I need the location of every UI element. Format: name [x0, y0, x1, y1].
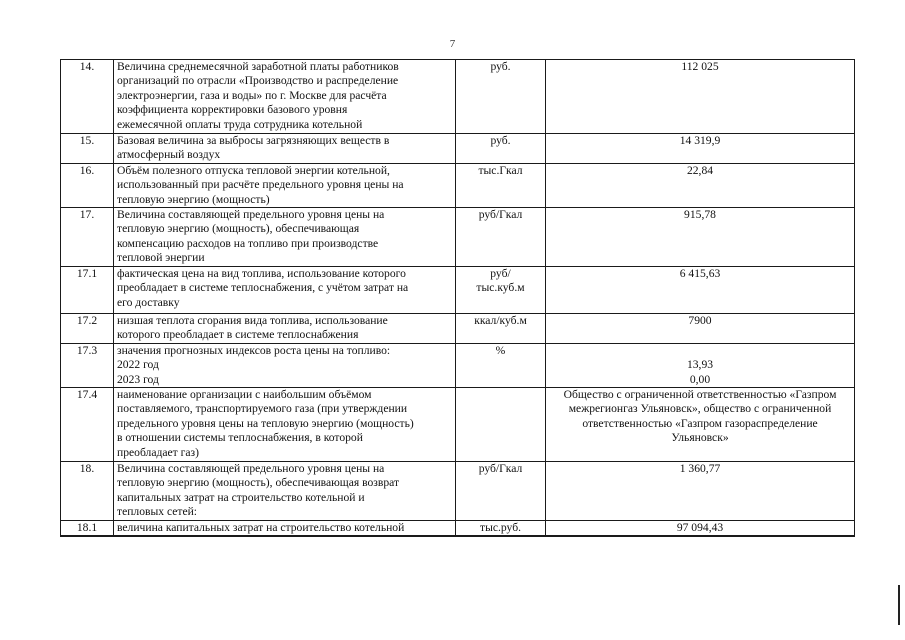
row-unit [456, 163, 546, 207]
row-value-line: ответственностью «Газпром газораспределение [582, 416, 818, 430]
row-unit [456, 134, 546, 164]
row-value-line: 13,93 [686, 358, 714, 372]
row-description-line: которого преобладает в системе теплоснабжения [117, 328, 359, 342]
row-number: 18. [61, 462, 114, 521]
row-description [114, 134, 456, 164]
table-body [61, 60, 855, 537]
row-value-line: 0,00 [689, 372, 711, 386]
row-description [114, 388, 456, 462]
row-value-line: межрегионгаз Ульяновск», общество с ограниченной [568, 402, 832, 416]
row-number: 15. [61, 134, 114, 164]
row-value-line: 97 094,43 [676, 520, 724, 534]
row-description-line: тепловой энергии [117, 251, 205, 265]
row-description-line: величина капитальных затрат на строительство котельной [117, 520, 405, 534]
page-number: 7 [449, 38, 456, 50]
row-description-line: 2023 год [117, 372, 159, 386]
row-unit [456, 388, 546, 462]
table-row [61, 520, 855, 536]
row-number: 17.1 [61, 267, 114, 314]
table-row [61, 343, 855, 387]
row-description [114, 314, 456, 344]
row-value-line: Ульяновск» [671, 431, 729, 445]
row-description-line: низшая теплота сгорания вида топлива, использование [117, 314, 388, 328]
row-unit [456, 208, 546, 267]
row-number: 17.3 [61, 343, 114, 387]
row-description-line: преобладает в системе теплоснабжения, с учётом затрат на [117, 281, 409, 295]
row-description-line: тепловых сетей: [117, 505, 198, 519]
row-unit-line: руб/Гкал [478, 208, 523, 222]
row-description-line: тепловую энергию (мощность), обеспечивающая [117, 222, 360, 236]
row-description-line: в отношении системы теплоснабжения, в которой [117, 431, 363, 445]
row-description-line: электроэнергии, газа и воды» по г. Москве для расчёта [117, 88, 387, 102]
row-unit-line: руб. [490, 60, 511, 73]
row-value-line: Общество с ограниченной ответственностью «Газпром [563, 388, 837, 402]
row-unit [456, 60, 546, 134]
row-description [114, 267, 456, 314]
row-value [546, 462, 855, 521]
row-description-line: компенсацию расходов на топливо при производстве [117, 236, 379, 250]
row-description-line: использованный при расчёте предельного уровня цены на [117, 178, 404, 192]
row-value [546, 520, 855, 536]
row-description-line: поставляемого, транспортируемого газа (при утверждении [117, 402, 408, 416]
table-row [61, 60, 855, 134]
table-row [61, 267, 855, 314]
row-unit [456, 314, 546, 344]
tariff-parameters-table [60, 59, 855, 537]
row-unit-line: тыс.руб. [480, 520, 521, 534]
row-value-line: 112 025 [681, 60, 719, 73]
row-value [546, 60, 855, 134]
row-description [114, 462, 456, 521]
row-description-line: капитальных затрат на строительство котельной и [117, 490, 365, 504]
row-description-line: тепловую энергию (мощность), обеспечивающая возврат [117, 476, 400, 490]
row-unit-line: руб/ [490, 267, 511, 281]
row-description [114, 60, 456, 134]
row-number: 16. [61, 163, 114, 207]
row-description-line: Базовая величина за выбросы загрязняющих веществ в [117, 134, 390, 147]
table-row [61, 388, 855, 462]
row-value-line: 915,78 [684, 208, 716, 222]
row-value-line: 7900 [688, 314, 712, 328]
table-row [61, 163, 855, 207]
row-description-line: атмосферный воздух [117, 148, 221, 162]
table-row [61, 314, 855, 344]
row-value-line: 14 319,9 [679, 134, 721, 147]
row-description [114, 520, 456, 536]
row-value-line [549, 344, 851, 358]
row-unit-line: тыс.Гкал [478, 163, 523, 177]
row-description-line: предельного уровня цены на тепловую энергию (мощность) [117, 416, 414, 430]
row-description-line: тепловую энергию (мощность) [117, 192, 270, 206]
row-value [546, 163, 855, 207]
row-value [546, 343, 855, 387]
row-value [546, 134, 855, 164]
row-description-line: Объём полезного отпуска тепловой энергии котельной, [117, 163, 390, 177]
row-description-line: коэффициента корректировки базового уровня [117, 103, 348, 117]
row-value [546, 208, 855, 267]
row-number: 14. [61, 60, 114, 134]
row-description-line: организаций по отрасли «Производство и распределение [117, 74, 399, 88]
row-description-line: фактическая цена на вид топлива, использование которого [117, 267, 406, 281]
row-description-line: 2022 год [117, 358, 159, 372]
row-description-line: преобладает газ) [117, 445, 199, 459]
scan-edge-mark [898, 585, 900, 625]
row-number: 17.4 [61, 388, 114, 462]
row-description-line: значения прогнозных индексов роста цены на топливо: [117, 343, 391, 357]
row-description-line: Величина составляющей предельного уровня цены на [117, 462, 385, 476]
row-number: 18.1 [61, 520, 114, 536]
row-value [546, 314, 855, 344]
row-value-line: 1 360,77 [679, 462, 721, 476]
row-unit-line: руб/Гкал [478, 462, 523, 476]
row-unit-line: руб. [490, 134, 511, 147]
row-value-line: 22,84 [686, 163, 714, 177]
table-row [61, 134, 855, 164]
table-row [61, 462, 855, 521]
row-number: 17. [61, 208, 114, 267]
row-value-line: 6 415,63 [679, 267, 721, 281]
row-description-line: его доставку [117, 295, 180, 309]
row-unit [456, 520, 546, 536]
row-value [546, 267, 855, 314]
row-unit [456, 267, 546, 314]
row-description-line: Величина среднемесячной заработной платы работников [117, 60, 399, 73]
table-row [61, 208, 855, 267]
row-unit-line: ккал/куб.м [474, 314, 527, 328]
row-description [114, 343, 456, 387]
row-description-line: Величина составляющей предельного уровня цены на [117, 208, 385, 222]
row-description-line: ежемесячной оплаты труда сотрудника котельной [117, 117, 363, 131]
row-description [114, 208, 456, 267]
row-value [546, 388, 855, 462]
row-unit [456, 343, 546, 387]
row-unit-line: % [495, 343, 506, 357]
row-unit-line: тыс.куб.м [476, 281, 525, 295]
row-description-line: наименование организации с наибольшим объёмом [117, 388, 372, 402]
row-number: 17.2 [61, 314, 114, 344]
row-description [114, 163, 456, 207]
row-unit [456, 462, 546, 521]
